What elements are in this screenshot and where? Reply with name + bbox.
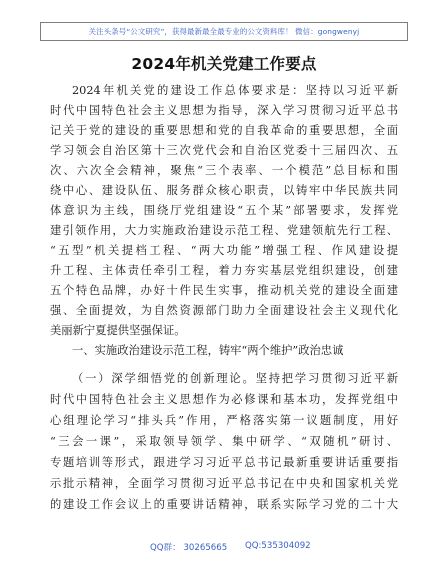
body-line: 心组理论学习“排头兵”作用，严格落实第一议题制度，用好 <box>50 414 398 427</box>
body-line: 建引领作用，大力实施政治建设示范工程、党建领航先行工程、 <box>50 224 398 237</box>
body-line: 升工程、主体责任牵引工程，着力夯实基层党组织建设，创建 <box>50 264 398 277</box>
body-line: “三会一课”，采取领导领学、集中研学、“双随机”研讨、 <box>50 435 398 448</box>
body-line: 绕中心、建设队伍、服务群众核心职责，以铸牢中华民族共同 <box>50 184 398 197</box>
body-line: “五型”机关提档工程、“两大功能”增强工程、作风建设提 <box>50 244 398 257</box>
body-line: 2024年机关党的建设工作总体要求是：坚持以习近平新 <box>72 84 398 97</box>
footer-qq-group: QQ群： 30265665 <box>150 543 228 553</box>
body-line: 次、六次全会精神，聚焦“三个表率、一个模范”总目标和围 <box>50 164 398 177</box>
body-line: 记关于党的建设的重要思想和党的自我革命的重要思想，全面 <box>50 124 398 137</box>
body-line: 学习领会自治区第十三次党代会和自治区党委十三届四次、五 <box>50 144 398 157</box>
body-line: 五个特色品牌，办好十件民生实事，推动机关党的建设全面建 <box>50 284 398 297</box>
body-line: 美丽新宁夏提供坚强保证。 <box>50 324 186 337</box>
header-banner: 关注头条号“公文研究”，获得最新最全最专业的公文资料库！ 微信：gongwenyj <box>40 22 408 41</box>
body-line: 时代中国特色社会主义思想作为必修课和基本功，发挥党组中 <box>50 393 398 406</box>
document-title: 2024年机关党建工作要点 <box>131 55 317 73</box>
section-heading: 一、实施政治建设示范工程，铸牢“两个维护”政治忠诚 <box>72 344 344 357</box>
body-line: 的建设工作会议上的重要讲话精神，联系实际学习党的二十大 <box>50 498 398 511</box>
body-line: 专题培训等形式，跟进学习习近平总书记最新重要讲话重要指 <box>50 456 398 469</box>
footer-contact <box>0 541 448 557</box>
body-line: 体意识为主线，围绕厅党组建设“五个某”部署要求，发挥党 <box>50 204 398 217</box>
body-line: 示批示精神，全面学习贯彻习近平总书记在中央和国家机关党 <box>50 477 398 490</box>
body-line: 强、全面提效，为自然资源部门助力全面建设社会主义现代化 <box>50 304 398 317</box>
body-line: 时代中国特色社会主义思想为指导，深入学习贯彻习近平总书 <box>50 104 398 117</box>
body-line: （一）深学细悟党的创新理论。坚持把学习贯彻习近平新 <box>72 372 398 385</box>
footer-qq: QQ:535304092 <box>245 541 311 551</box>
